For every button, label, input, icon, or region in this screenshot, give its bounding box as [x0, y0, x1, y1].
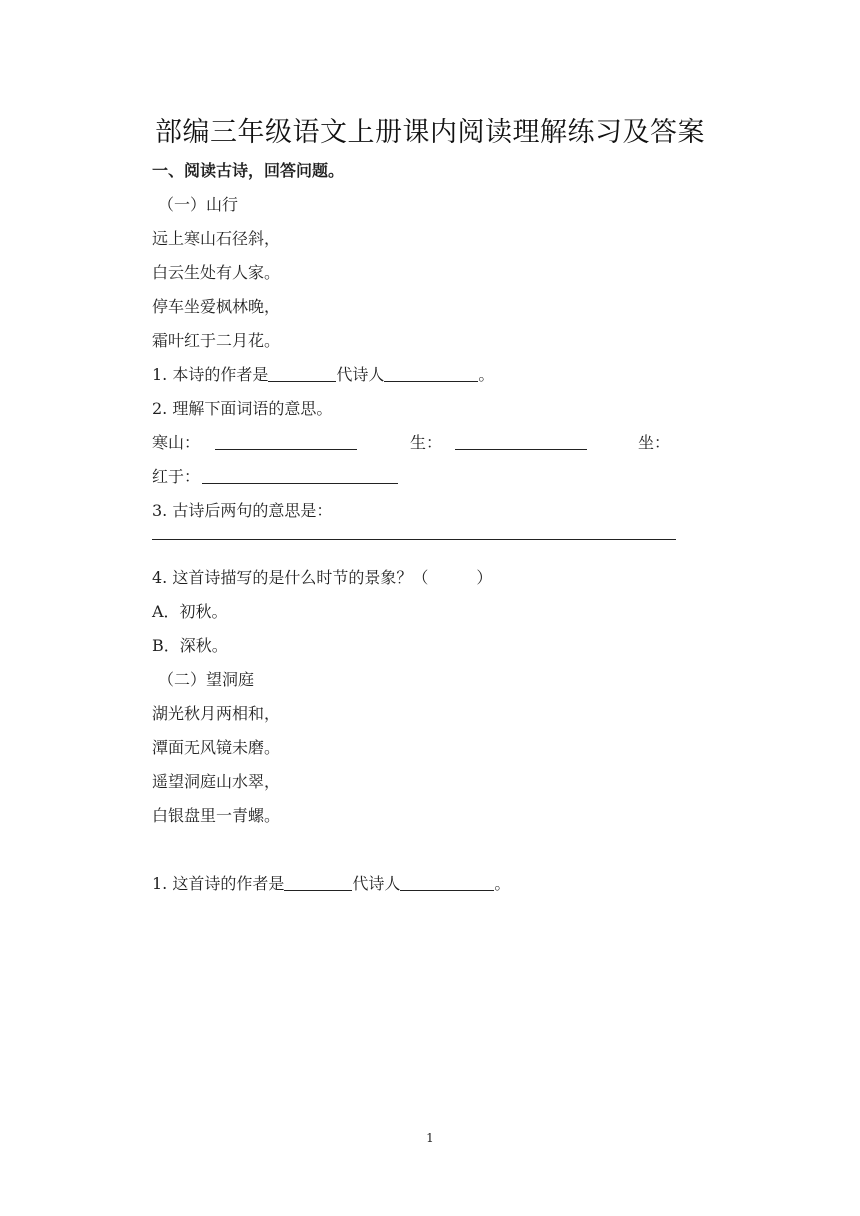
- question-1: [152, 365, 494, 385]
- option-b: B．深秋。: [152, 636, 228, 655]
- term-hongyu: [152, 467, 398, 487]
- author-blank-2[interactable]: [284, 874, 352, 891]
- question-2: 2. 理解下面词语的意思。: [152, 399, 333, 418]
- question-1-text-a: 1. 本诗的作者是: [152, 365, 269, 384]
- page-number: 1: [426, 1131, 434, 1145]
- poem-1-label: （一）山行: [158, 195, 239, 214]
- term-sheng: [410, 433, 587, 453]
- term-hanshan-blank[interactable]: [215, 433, 357, 450]
- answer-line[interactable]: [152, 539, 676, 540]
- question-4: 4. 这首诗描写的是什么时节的景象？（ ）: [152, 568, 493, 587]
- poem-2-line-3: 遥望洞庭山水翠，: [152, 772, 281, 791]
- term-hanshan-label: 寒山：: [152, 433, 201, 452]
- poem-1-line-2: 白云生处有人家。: [152, 263, 281, 282]
- poem-1-line-1: 远上寒山石径斜，: [152, 229, 281, 248]
- document-title: 部编三年级语文上册课内阅读理解练习及答案: [155, 117, 705, 148]
- term-sheng-label: 生：: [410, 433, 443, 452]
- question-3: 3. 古诗后两句的意思是：: [152, 501, 333, 520]
- question-1-text-b: 代诗人: [336, 365, 385, 384]
- poem-1-line-4: 霜叶红于二月花。: [152, 331, 281, 350]
- question-5-text-a: 1. 这首诗的作者是: [152, 874, 285, 893]
- dynasty-blank[interactable]: [384, 365, 478, 382]
- poem-2-line-2: 潭面无风镜未磨。: [152, 738, 281, 757]
- term-hanshan: [152, 433, 357, 453]
- author-blank[interactable]: [268, 365, 336, 382]
- poem-2-line-4: 白银盘里一青螺。: [152, 806, 281, 825]
- term-hongyu-label: 红于：: [152, 467, 201, 486]
- question-5-text-c: 。: [494, 874, 511, 893]
- term-zuo: 坐：: [638, 433, 671, 452]
- poem-2-label: （二）望洞庭: [158, 670, 255, 689]
- option-a: A．初秋。: [152, 602, 228, 621]
- question-5-text-b: 代诗人: [352, 874, 401, 893]
- term-hongyu-blank[interactable]: [202, 467, 398, 484]
- section-heading: 一、阅读古诗，回答问题。: [152, 161, 345, 180]
- poem-1-line-3: 停车坐爱枫林晚，: [152, 297, 281, 316]
- poem-2-line-1: 湖光秋月两相和，: [152, 704, 281, 723]
- term-sheng-blank[interactable]: [455, 433, 587, 450]
- question-1-text-c: 。: [478, 365, 495, 384]
- dynasty-blank-2[interactable]: [400, 874, 494, 891]
- question-5: [152, 874, 510, 894]
